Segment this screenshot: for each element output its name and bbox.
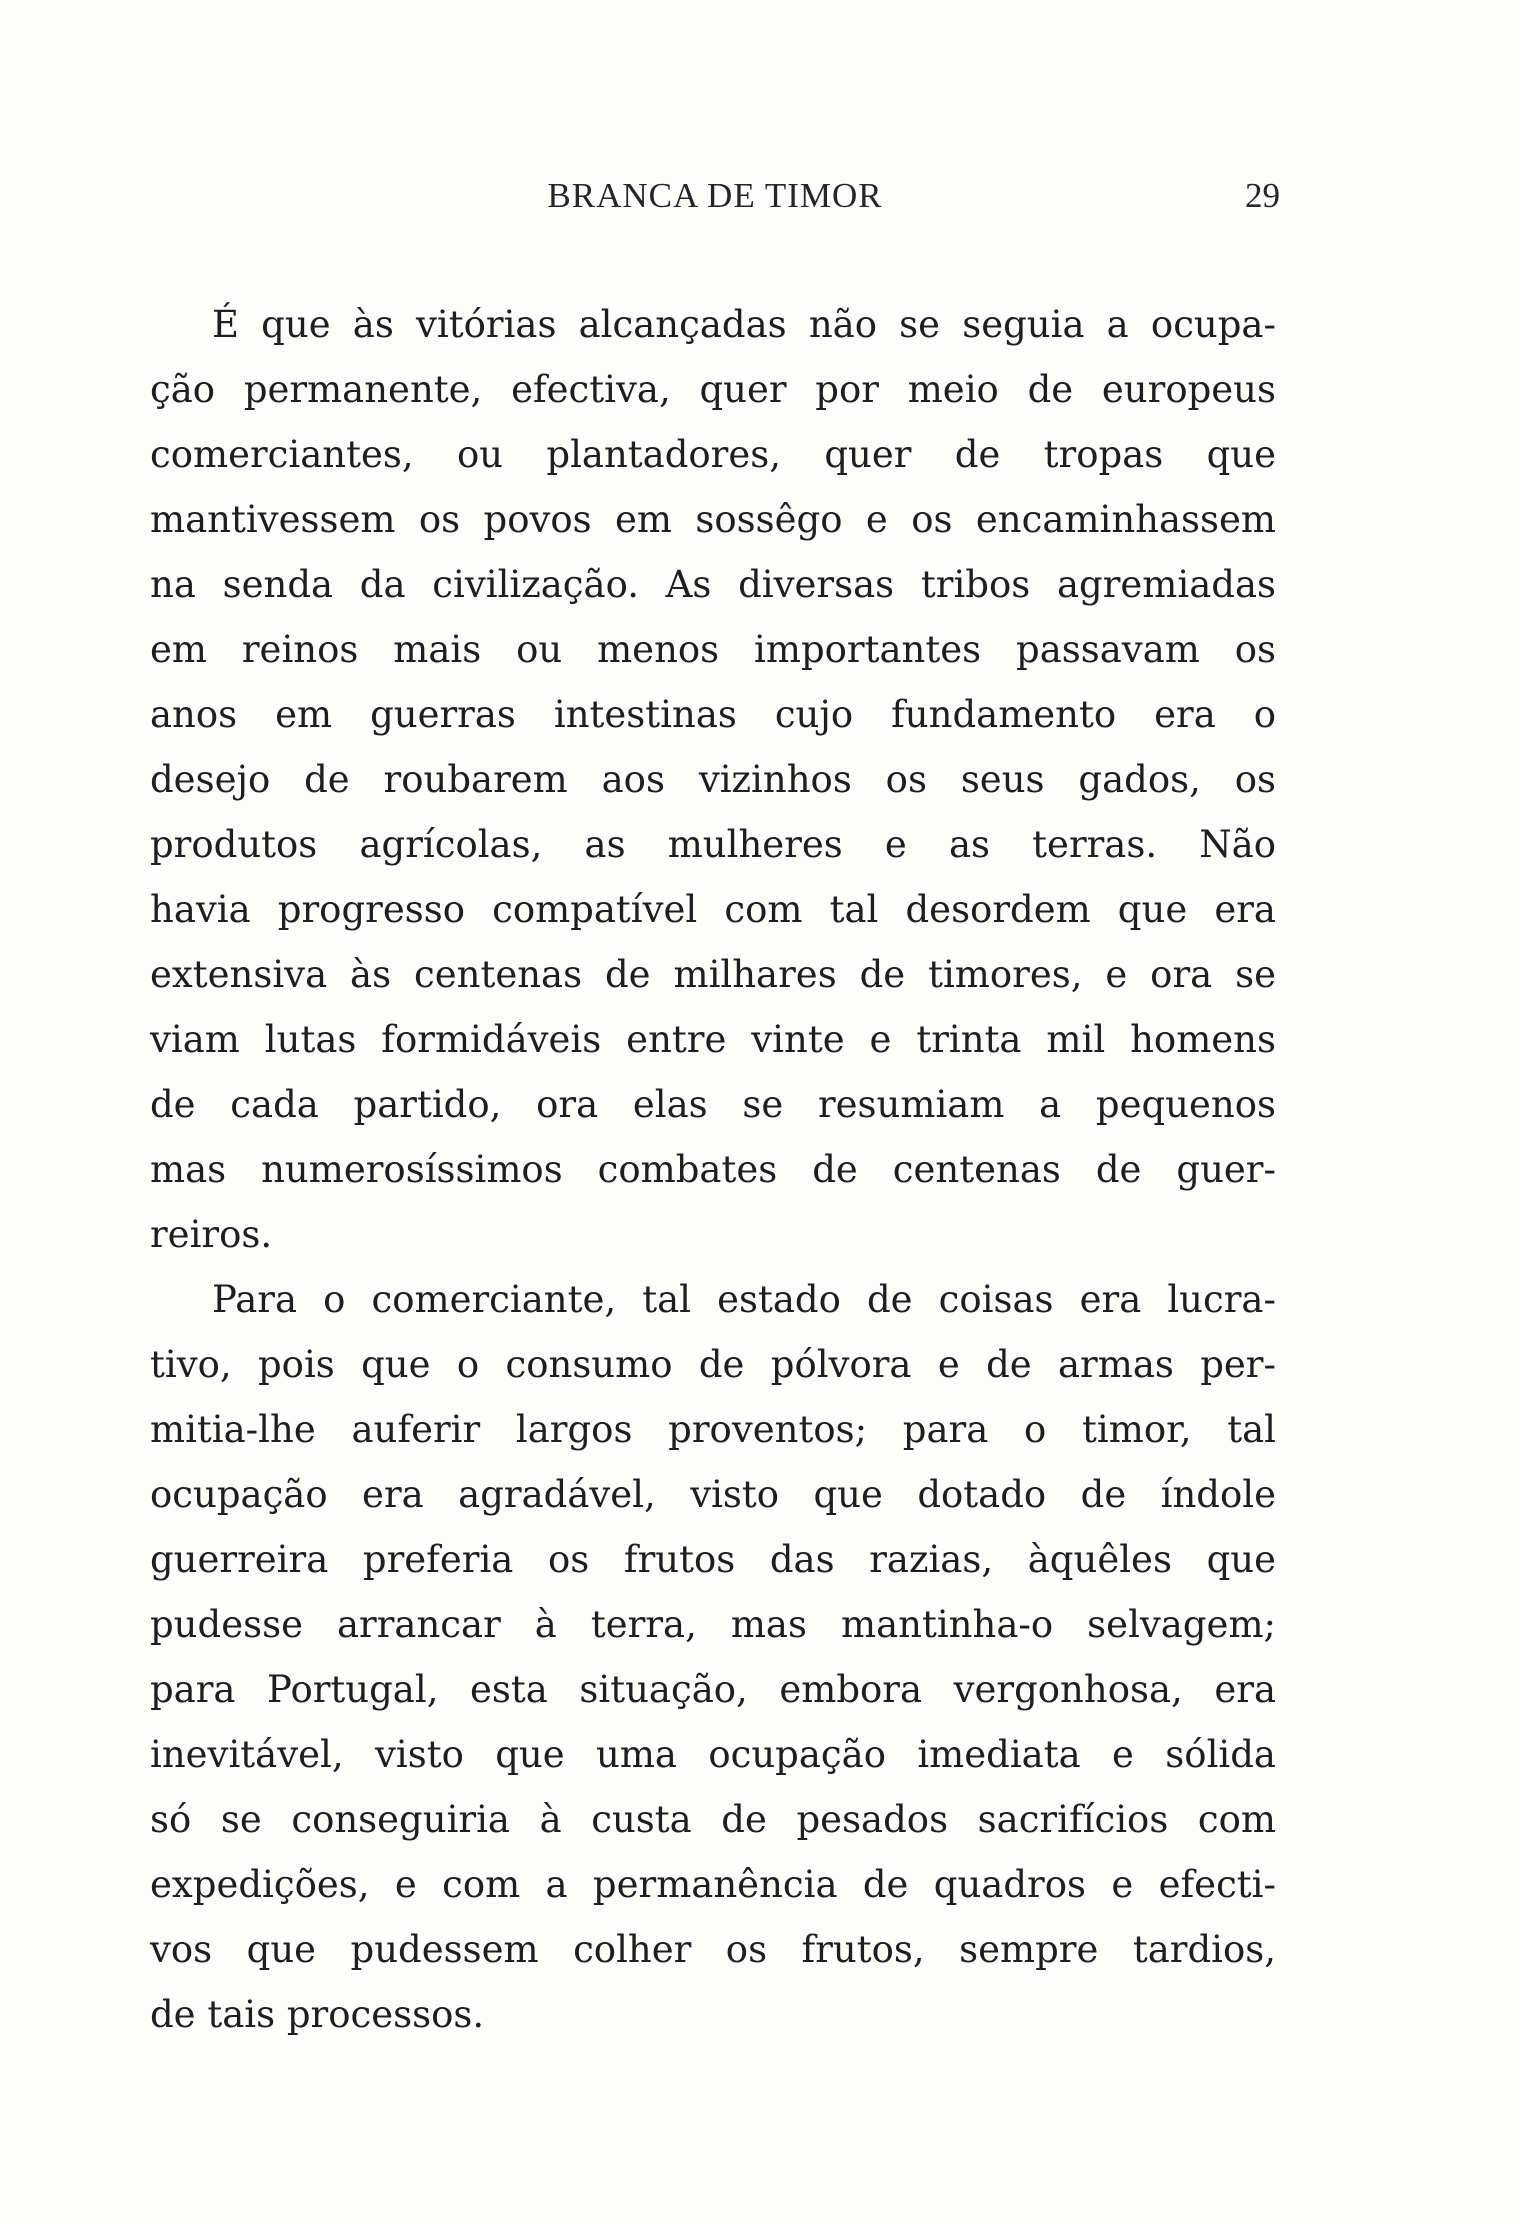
text-line: expedições, e com a permanência de quadros e efecti-: [150, 1863, 1276, 1906]
running-header: [150, 176, 1280, 224]
text-line: de tais processos.: [150, 1993, 485, 2036]
text-line: comerciantes, ou plantadores, quer de tropas que: [150, 433, 1276, 476]
text-line: pudesse arrancar à terra, mas mantinha-o selvagem;: [150, 1603, 1276, 1646]
text-line: É que às vitórias alcançadas não se seguia a ocupa-: [212, 303, 1276, 346]
text-line: extensiva às centenas de milhares de timores, e ora se: [150, 953, 1276, 996]
running-title: BRANCA DE TIMOR: [547, 176, 883, 215]
text-line: Para o comerciante, tal estado de coisas era lucra-: [212, 1278, 1276, 1321]
page-number: 29: [1245, 176, 1280, 215]
text-line: viam lutas formidáveis entre vinte e trinta mil homens: [150, 1018, 1276, 1061]
text-line: desejo de roubarem aos vizinhos os seus gados, os: [150, 758, 1276, 801]
text-line: mitia-lhe auferir largos proventos; para o timor, tal: [150, 1408, 1276, 1451]
text-line: ção permanente, efectiva, quer por meio de europeus: [150, 368, 1276, 411]
paragraph-2: [150, 1267, 1276, 2047]
text-line: tivo, pois que o consumo de pólvora e de armas per-: [150, 1343, 1276, 1386]
text-line: anos em guerras intestinas cujo fundamento era o: [150, 693, 1276, 736]
text-line: para Portugal, esta situação, embora vergonhosa, era: [150, 1668, 1276, 1711]
text-line: mas numerosíssimos combates de centenas de guer-: [150, 1148, 1276, 1191]
text-line: em reinos mais ou menos importantes passavam os: [150, 628, 1276, 671]
text-line: inevitável, visto que uma ocupação imediata e sólida: [150, 1733, 1276, 1776]
body-text: [150, 292, 1276, 2047]
text-line: ocupação era agradável, visto que dotado de índole: [150, 1473, 1276, 1516]
paragraph-1: [150, 292, 1276, 1267]
text-line: produtos agrícolas, as mulheres e as terras. Não: [150, 823, 1276, 866]
text-line: reiros.: [150, 1213, 273, 1256]
text-line: só se conseguiria à custa de pesados sacrifícios com: [150, 1798, 1276, 1841]
text-line: guerreira preferia os frutos das razias, àquêles que: [150, 1538, 1276, 1581]
text-line: de cada partido, ora elas se resumiam a pequenos: [150, 1083, 1276, 1126]
text-line: havia progresso compatível com tal desordem que era: [150, 888, 1276, 931]
text-line: mantivessem os povos em sossêgo e os encaminhassem: [150, 498, 1276, 541]
text-line: na senda da civilização. As diversas tribos agremiadas: [150, 563, 1276, 606]
text-line: vos que pudessem colher os frutos, sempre tardios,: [150, 1928, 1276, 1971]
